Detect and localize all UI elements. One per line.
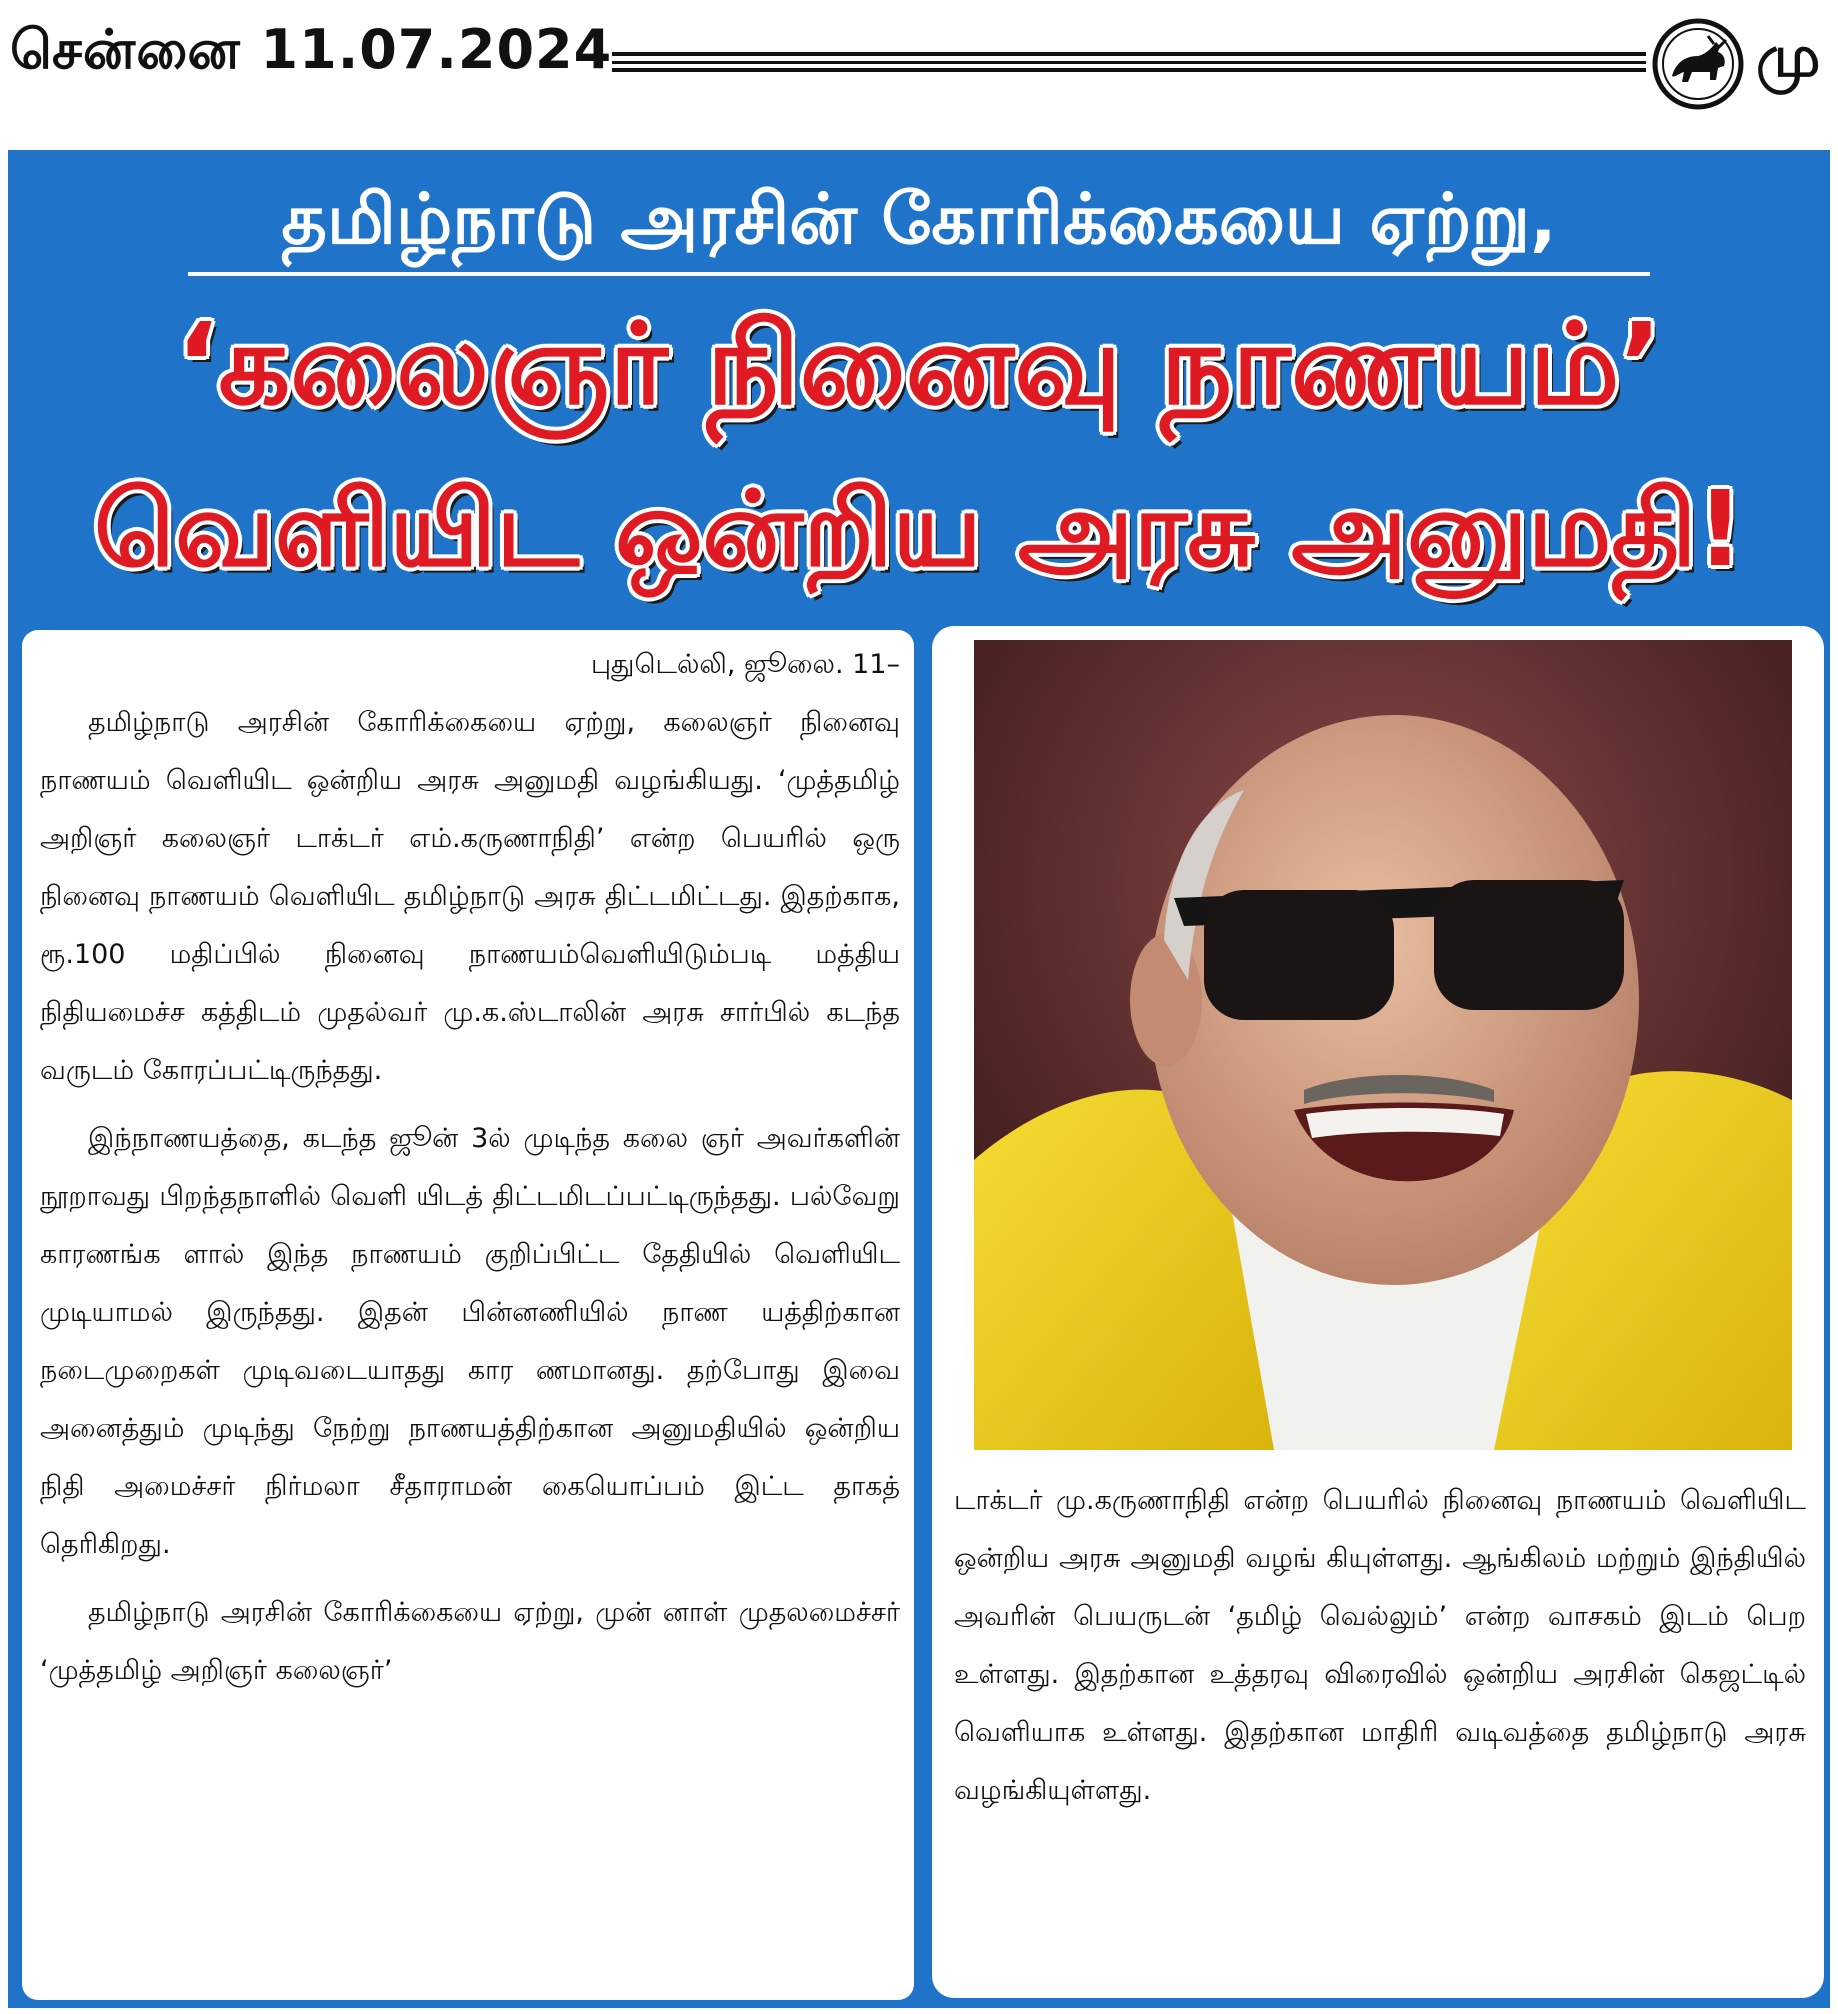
newspaper-name: மு	[1756, 22, 1821, 90]
article-dateline: புதுடெல்லி, ஜூலை. 11–	[590, 649, 900, 680]
kicker-underline	[188, 272, 1650, 276]
headline-line-1: ‘கலைஞர் நினைவு நாணயம்’	[175, 300, 1663, 430]
article-paragraph: டாக்டர் மு.கருணாநிதி என்ற பெயரில் நினைவு நாணயம் வெளியிட ஒன்றிய அரசு அனுமதி வழங் கியுள்ளது. ஆங்கிலம் மற்றும் இந்தியில் அவரின் பெயருடன் ‘தமிழ் வெல்லும்’ என்ற வாசகம் இடம் பெற உள்ளது. இதற்கான உத்தரவு விரைவில் ஒன்றிய அரசின் கெஜட்டில் வெளியாக உள்ளது. இதற்கான மாதிரி வடிவத்தை தமிழ்நாடு அரசு வழங்கியுள்ளது.	[954, 1485, 1806, 1806]
masthead	[0, 0, 1838, 118]
bull-emblem-icon	[1652, 18, 1744, 110]
article-kicker: தமிழ்நாடு அரசின் கோரிக்கையை ஏற்று,	[281, 178, 1557, 260]
masthead-dateline: சென்னை 11.07.2024	[10, 18, 613, 81]
article-paragraph: தமிழ்நாடு அரசின் கோரிக்கையை ஏற்று, கலைஞர் நினைவு நாணயம் வெளியிட ஒன்றிய அரசு அனுமதி வழங்கியது. ‘முத்தமிழ் அறிஞர் கலைஞர் டாக்டர் எம்.கருணாநிதி’ என்ற பெயரில் ஒரு நினைவு நாணயம் வெளியிட தமிழ்நாடு அரசு திட்டமிட்டது. இதற்காக, ரூ.100 மதிப்பில் நினைவு நாணயம்வெளியிடும்படி மத்திய நிதியமைச்ச கத்திடம் முதல்வர் மு.க.ஸ்டாலின் அரசு சார்பில் கடந்த வருடம் கோரப்பட்டிருந்தது.	[40, 707, 900, 1086]
article-paragraph: இந்நாணயத்தை, கடந்த ஜூன் 3ல் முடிந்த கலை ஞர் அவர்களின் நூறாவது பிறந்தநாளில் வெளி யிடத் திட்டமிடப்பட்டிருந்தது. பல்வேறு காரணங்க ளால் இந்த நாணயம் குறிப்பிட்ட தேதியில் வெளியிட முடியாமல் இருந்தது. இதன் பின்னணியில் நாண யத்திற்கான நடைமுறைகள் முடிவடையாதது கார ணமானது. தற்போது இவை அனைத்தும் முடிந்து நேற்று நாணயத்திற்கான அனுமதியில் ஒன்றிய நிதி அமைச்சர் நிர்மலா சீதாராமன் கையொப்பம் இட்ட தாகத் தெரிகிறது.	[40, 1123, 900, 1560]
article-column-left	[22, 630, 914, 2000]
article-paragraph: தமிழ்நாடு அரசின் கோரிக்கையை ஏற்று, முன் னாள் முதலமைச்சர் ‘முத்தமிழ் அறிஞர் கலைஞர்’	[40, 1597, 900, 1686]
article-panel	[8, 150, 1830, 2008]
headline-line-2: வெளியிட ஒன்றிய அரசு அனுமதி!	[94, 468, 1744, 590]
portrait-photo	[974, 640, 1792, 1450]
article-column-right	[932, 626, 1824, 1998]
masthead-rule	[612, 52, 1646, 74]
